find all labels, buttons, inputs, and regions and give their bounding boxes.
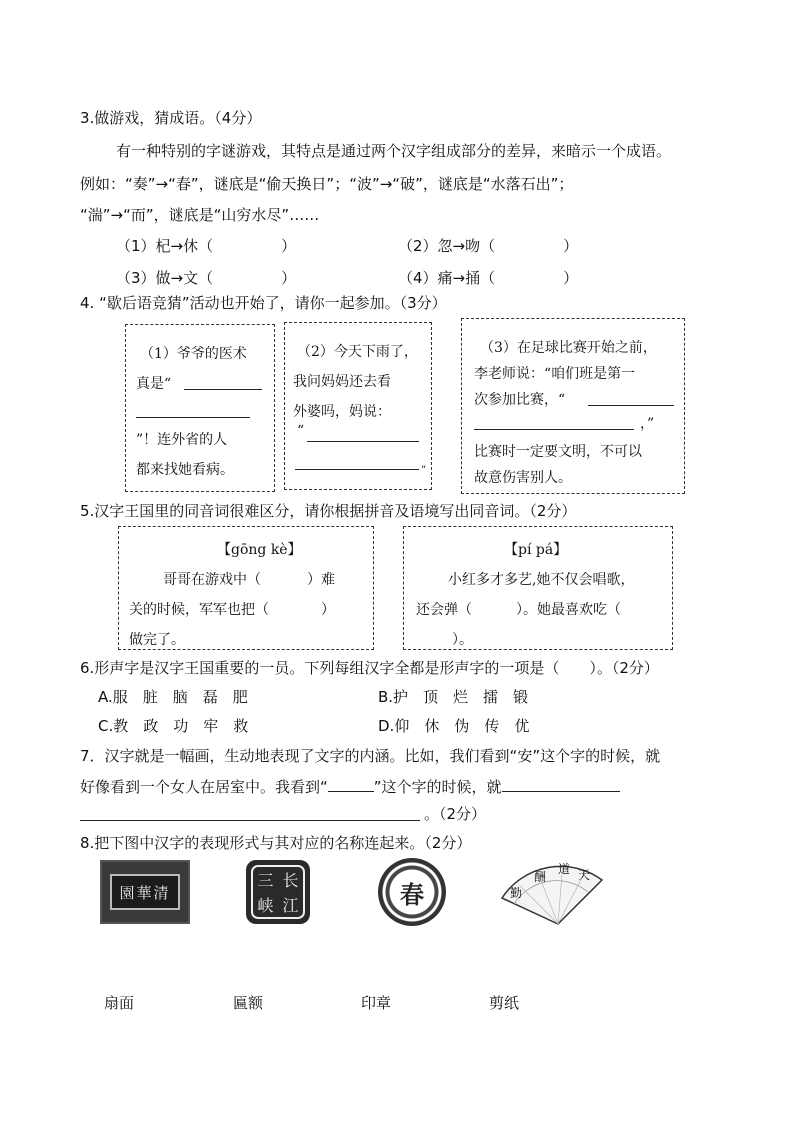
- q3-item-4: （4）痛→捅（ ）: [398, 269, 579, 287]
- name-papercut[interactable]: 剪纸: [489, 994, 520, 1012]
- q4-riddle-box-3: （3）在足球比赛开始之前， 李老师说：“咱们班是第一 次参加比赛，“ ，” 比赛时一定要文明，不可以 故意伤害别人。: [461, 318, 685, 494]
- q7-answer-blank-1[interactable]: [502, 777, 620, 792]
- papercut-image: [378, 858, 446, 926]
- q4-blank-3a[interactable]: [588, 405, 674, 406]
- q4-blank-2b[interactable]: [295, 469, 419, 470]
- fan-char-4: 勤: [510, 886, 523, 900]
- q6-option-d[interactable]: D.仰 休 伪 传 优: [378, 717, 530, 735]
- seal-char-4: 江: [282, 896, 299, 915]
- fan-char-3: 酬: [534, 870, 547, 884]
- q6-option-a[interactable]: A.服 脏 脑 磊 肥: [98, 688, 248, 706]
- name-fan[interactable]: 扇面: [104, 994, 135, 1012]
- q7-answer-blank-2[interactable]: [80, 820, 420, 821]
- seal-image: [246, 860, 310, 924]
- q4-riddle-box-1: （1）爷爷的医术 真是“ ”！连外省的人 都来找她看病。: [125, 324, 275, 492]
- q5-pinyin-1: 【gōng kè】: [217, 542, 302, 558]
- fan-char-2: 道: [558, 862, 571, 876]
- seal-char-1: 三: [257, 871, 274, 890]
- q3-title: 3.做游戏，猜成语。（4分）: [80, 109, 262, 127]
- q3-item-1: （1）杞→休（ ）: [116, 237, 297, 255]
- q5-pinyin-2: 【pí pá】: [504, 542, 568, 558]
- q3-item-3: （3）做→文（ ）: [116, 269, 297, 287]
- q4-blank-1b[interactable]: [136, 417, 250, 418]
- q5-title: 5.汉字王国里的同音词很难区分，请你根据拼音及语境写出同音词。（2分）: [80, 502, 577, 520]
- seal-char-3: 峡: [257, 896, 274, 915]
- q8-title: 8.把下图中汉字的表现形式与其对应的名称连起来。（2分）: [80, 834, 472, 852]
- q6-title: 6.形声字是汉字王国重要的一员。下列每组汉字全都是形声字的一项是（ ）。（2分）: [80, 659, 659, 677]
- q7-score: 。（2分）: [424, 805, 487, 823]
- name-plaque[interactable]: 匾额: [233, 994, 264, 1012]
- q4-title: 4. “歇后语竞猜”活动也开始了，请你一起参加。（3分）: [80, 294, 447, 312]
- plaque-image: [100, 860, 190, 924]
- seal-char-2: 长: [282, 871, 299, 890]
- q6-option-b[interactable]: B.护 顶 烂 擂 锻: [378, 688, 529, 706]
- fan-image: [500, 858, 604, 930]
- name-seal[interactable]: 印章: [361, 994, 392, 1012]
- q4-riddle-box-2: （2）今天下雨了， 我问妈妈还去看 外婆吗，妈说： “ ”: [284, 322, 432, 490]
- q5-homophone-box-2: 【pí pá】 小红多才多艺,她不仅会唱歌， 还会弹（ ）。她最喜欢吃（ ）。: [403, 526, 673, 650]
- q3-intro-line-3: “湍”→“而”，谜底是“山穷水尽”……: [80, 206, 320, 224]
- q3-intro-line-2: 例如：“奏”→“春”，谜底是“偷天换日”；“波”→“破”，谜底是“水落石出”；: [80, 175, 574, 193]
- q3-intro-line-1: 有一种特别的字谜游戏，其特点是通过两个汉字组成部分的差异，来暗示一个成语。: [116, 142, 672, 160]
- q7-char-blank[interactable]: [328, 777, 374, 792]
- q4-blank-3b[interactable]: [474, 429, 634, 430]
- q4-blank-1a[interactable]: [184, 389, 262, 390]
- plaque-text: 清華園: [119, 883, 171, 902]
- q7-line-1: 7．汉字就是一幅画，生动地表现了文字的内涵。比如，我们看到“安”这个字的时候，就: [80, 747, 661, 765]
- q5-homophone-box-1: 【gōng kè】 哥哥在游戏中（ ）难 关的时候，军军也把（ ） 做完了。: [118, 526, 374, 650]
- q4-blank-2a[interactable]: [307, 441, 419, 442]
- fan-char-1: 天: [578, 868, 591, 882]
- papercut-text: 春: [400, 879, 424, 909]
- q3-item-2: （2）忽→吻（ ）: [398, 237, 579, 255]
- q6-option-c[interactable]: C.教 政 功 牢 救: [98, 717, 249, 735]
- q7-line-2: 好像看到一个女人在居室中。我看到“ ”这个字的时候，就: [80, 776, 620, 797]
